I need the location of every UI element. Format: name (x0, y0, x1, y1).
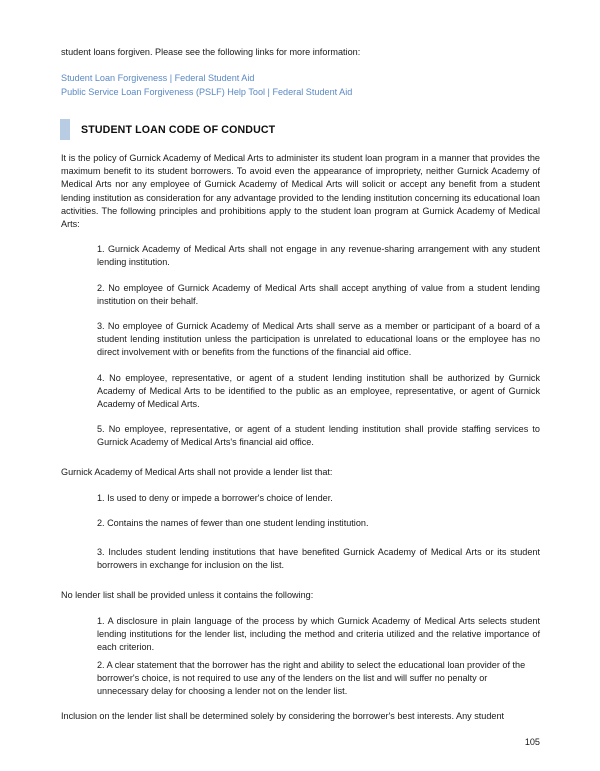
lender-list-prohibition-lead: Gurnick Academy of Medical Arts shall not provide a lender list that: (61, 466, 333, 477)
list-item: 1. Is used to deny or impede a borrower's choice of lender. (97, 492, 333, 503)
list-item: 2. A clear statement that the borrower has the right and ability to select the educational loan provider of the borrower's choice, is not required to use any of the lenders on the list and will suffer no penalty or unnecessary delay for choosing a lender not on the lender list. (97, 659, 526, 696)
page-content (61, 46, 540, 723)
list-item: 2. No employee of Gurnick Academy of Medical Arts shall accept anything of value from a student lending institution on their behalf. (97, 282, 540, 306)
section-heading (60, 119, 540, 140)
reference-links (61, 72, 540, 99)
lender-list-requirements (97, 615, 540, 698)
list-item: 5. No employee, representative, or agent of a student lending institution shall provide staffing services to Gurnick Academy of Medical Arts's financial aid office. (97, 424, 540, 448)
list-item: 3. Includes student lending institutions that have benefited Gurnick Academy of Medical Arts or its student borrowers in exchange for inclusion on the list. (97, 547, 540, 571)
lender-list-prohibitions (97, 492, 540, 573)
link-pslf-help-tool[interactable]: Public Service Loan Forgiveness (PSLF) Help Tool | Federal Student Aid (61, 86, 353, 97)
list-item: 2. Contains the names of fewer than one student lending institution. (97, 518, 369, 529)
list-item: 4. No employee, representative, or agent of a student lending institution shall be authorized by Gurnick Academy of Medical Arts to be identified to the public as an employee, representative, or agent of Gurnick Academy of Medical Arts. (97, 372, 540, 410)
page-title: STUDENT LOAN CODE OF CONDUCT (81, 123, 276, 136)
policy-paragraph: It is the policy of Gurnick Academy of Medical Arts to administer its student loan program in a manner that provides the maximum benefit to its student borrowers. To avoid even the appearance of impropriety, neither Gurnick Academy of Medical Arts nor any employee of Gurnick Academy of Medical Arts will solicit or accept any benefit from a student lending institution as consideration for any advantage provided to the lending institution concerning its educational loan activities. The following principles and prohibitions apply to the student loan program at Gurnick Academy of Medical Arts: (61, 153, 540, 230)
list-item: 1. A disclosure in plain language of the process by which Gurnick Academy of Medical Arts selects student lending institutions for the lender list, including the method and criteria utilized and the relative importance of each criterion. (97, 615, 540, 653)
list-item: 1. Gurnick Academy of Medical Arts shall not engage in any revenue-sharing arrangement with any student lending institution. (97, 244, 540, 268)
link-student-loan-forgiveness[interactable]: Student Loan Forgiveness | Federal Student Aid (61, 73, 255, 84)
lender-list-requirements-lead: No lender list shall be provided unless it contains the following: (61, 589, 314, 600)
principles-list (97, 243, 540, 449)
page-number: 105 (524, 737, 540, 747)
heading-accent-bar-icon (60, 119, 70, 140)
list-item: 3. No employee of Gurnick Academy of Medical Arts shall serve as a member or participant of a board of a student lending institution unless the participation is unrelated to educational loans or the employee has no direct involvement with or benefits from the functions of the financial aid office. (97, 321, 540, 358)
intro-paragraph: student loans forgiven. Please see the following links for more information: (61, 47, 361, 57)
closing-paragraph: Inclusion on the lender list shall be determined solely by considering the borrower's best interests. Any student (61, 711, 505, 722)
